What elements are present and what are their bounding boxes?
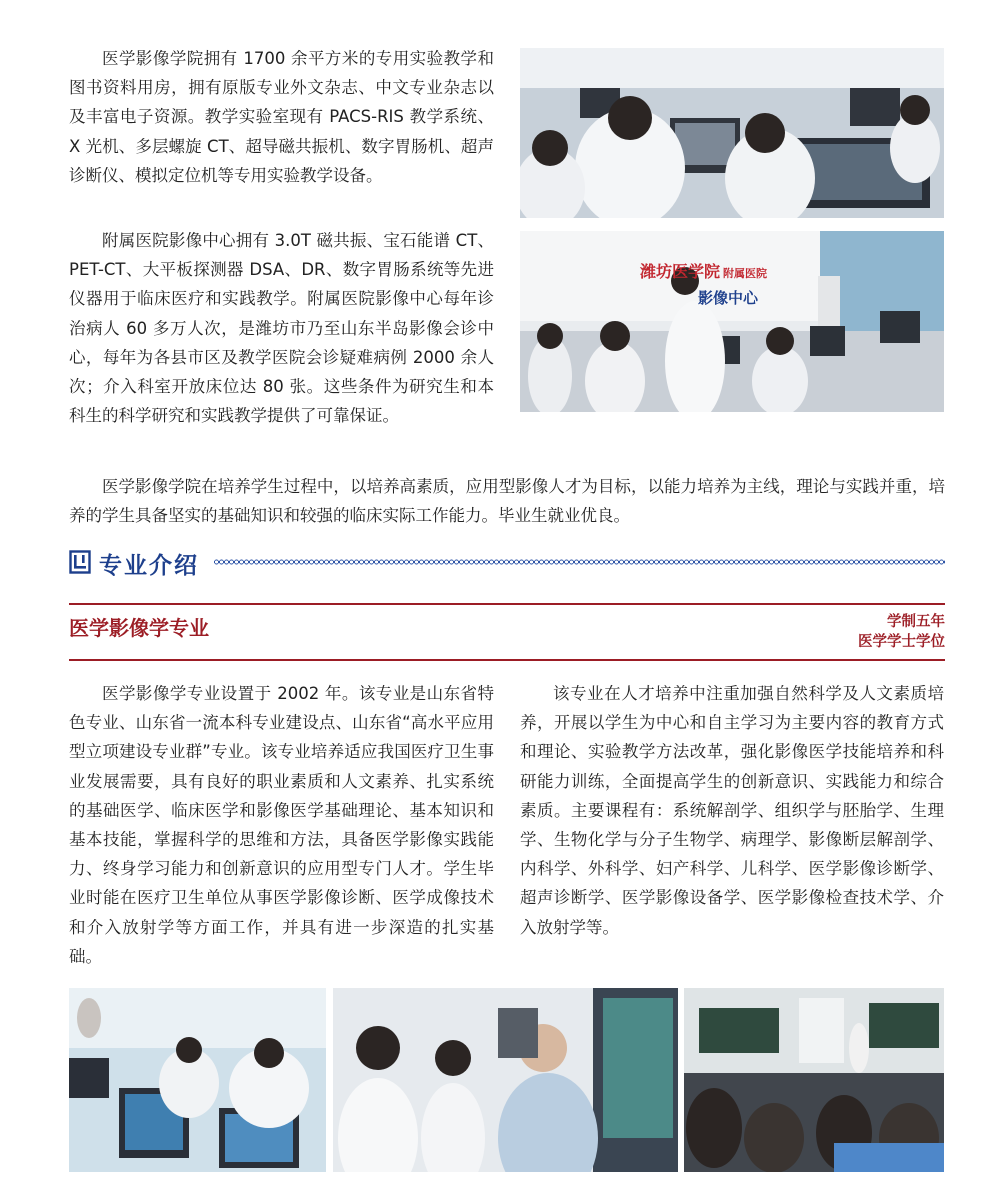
photo-teacher-demo	[333, 988, 678, 1172]
photo-imaging-center	[520, 231, 944, 412]
major-duration: 学制五年	[887, 614, 945, 630]
top-rule	[69, 603, 945, 605]
banner-line-2: 影像中心	[698, 289, 759, 307]
photo-computer-lab	[520, 48, 944, 218]
banner-line-1: 潍坊医学院	[640, 262, 721, 281]
major-title: 医学影像学专业	[69, 616, 209, 640]
intro-paragraph-3: 医学影像学院在培养学生过程中，以培养高素质，应用型影像人才为目标，以能力培养为主线，理论与实践并重，培养的学生具备坚实的基础知识和较强的临床实际工作能力。毕业生就业优良。	[69, 477, 945, 526]
section-heading	[69, 548, 945, 578]
banner-text-2	[698, 287, 758, 308]
photo-classroom	[684, 988, 944, 1172]
bottom-rule	[69, 659, 945, 661]
intro-paragraph-1: 医学影像学院拥有 1700 余平方米的专用实验教学和图书资料用房，拥有原版专业外文杂志、中文专业杂志以及丰富电子资源。教学实验室现有 PACS-RIS 教学系统、X 光机、多层螺旋 CT、超导磁共振机、数字胃肠机、超声诊断仪、模拟定位机等专用实验教学设备。	[69, 49, 494, 185]
major-meta	[858, 612, 945, 652]
decorative-chain-line	[214, 559, 945, 565]
banner-text	[640, 259, 767, 282]
major-paragraph-left: 医学影像学专业设置于 2002 年。该专业是山东省特色专业、山东省一流本科专业建设点、山东省“高水平应用型立项建设专业群”专业。该专业培养适应我国医疗卫生事业发展需要，具有良好的职业素质和人文素养、扎实系统的基础医学、临床医学和影像医学基础理论、基本知识和基本技能，掌握科学的思维和方法，具备医学影像实践能力、终身学习能力和创新意识的应用型专门人才。学生毕业时能在医疗卫生单位从事医学影像诊断、医学成像技术和介入放射学等方面工作，并具有进一步深造的扎实基础。	[69, 684, 494, 966]
intro-paragraph-2: 附属医院影像中心拥有 3.0T 磁共振、宝石能谱 CT、PET-CT、大平板探测器 DSA、DR、数字胃肠系统等先进仪器用于临床医疗和实践教学。附属医院影像中心每年诊治病人 60 多万人次，是潍坊市乃至山东半岛影像会诊中心，每年为各县市区及教学医院会诊疑难病例 2000 余人次；介入科室开放床位达 80 张。这些条件为研究生和本科生的科学研究和实践教学提供了可靠保证。	[69, 231, 494, 426]
section-title: 专业介绍	[99, 552, 199, 579]
photo-students-lab	[69, 988, 326, 1172]
major-degree: 医学学士学位	[858, 634, 945, 650]
banner-line-1-suffix: 附属医院	[723, 267, 768, 280]
major-paragraph-right: 该专业在人才培养中注重加强自然科学及人文素质培养，开展以学生为中心和自主学习为主要内容的教育方式和理论、实验教学方法改革，强化影像医学技能培养和科研能力训练，全面提高学生的创新意识、实践能力和综合素质。主要课程有：系统解剖学、组织学与胚胎学、生理学、生物化学与分子生物学、病理学、影像断层解剖学、内科学、外科学、妇产科学、儿科学、医学影像诊断学、超声诊断学、医学影像设备学、医学影像检查技术学、介入放射学等。	[520, 684, 944, 937]
book-icon	[69, 550, 91, 574]
